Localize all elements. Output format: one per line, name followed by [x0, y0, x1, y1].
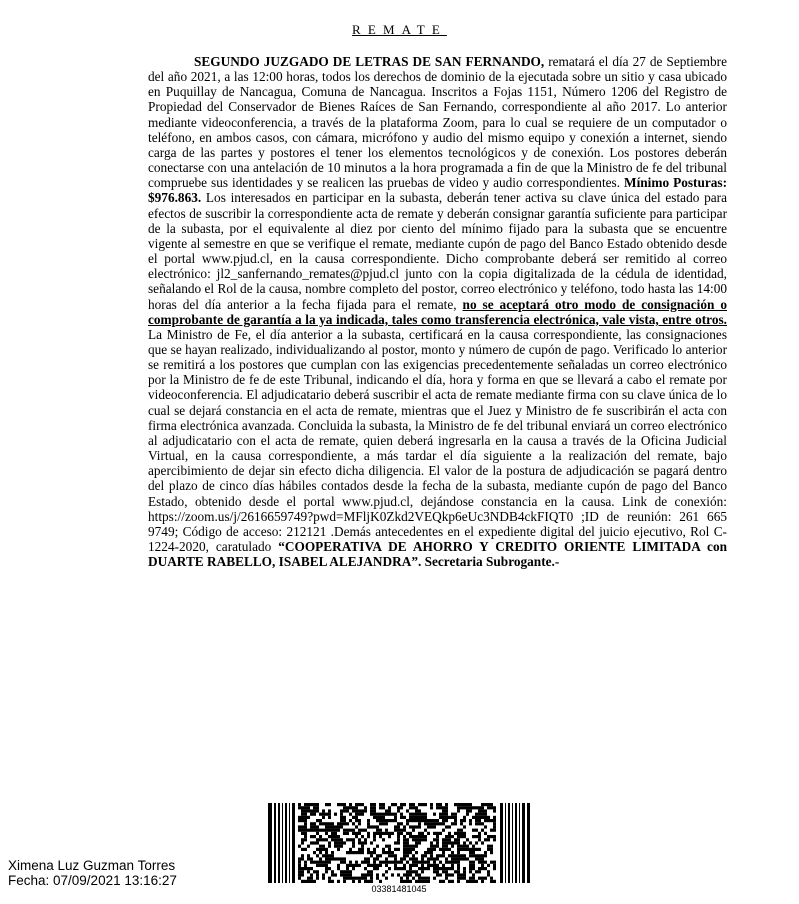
court-name: SEGUNDO JUZGADO DE LETRAS DE SAN FERNANDO,	[194, 54, 545, 69]
document-body	[148, 54, 727, 569]
barcode-number: 03381481045	[371, 884, 427, 894]
barcode-image	[268, 803, 530, 883]
document-title: REMATE	[352, 22, 447, 37]
minimum-bid: Mínimo Posturas: $976.863.	[148, 175, 727, 206]
paragraph-intro: rematará el día 27 de Septiembre del año 2021, a las 12:00 horas, todos los derechos de dominio de la ejecutada sobre un sitio y casa ubicado en Puquillay de Nancagua, Comuna de Nancagua. Inscritos a Fojas 1151, Número 1206 del Registro de Propiedad del Conservador de Bienes Raíces de San Fernando, correspondiente al año 2017. Lo anterior mediante videoconferencia, a través de la plataforma Zoom, para lo cual se requiere de un computador o teléfono, en ambos casos, con cámara, micrófono y audio del mismo equipo y conexión a internet, siendo carga de las partes y postores el tener los elementos tecnológicos y de conexión. Los postores deberán conectarse con una antelación de 10 minutos a la hora programada a fin de que la Ministro de fe del tribunal compruebe sus identidades y se realicen las pruebas de video y audio correspondientes.	[148, 54, 727, 191]
paragraph-guarantee: Los interesados en participar en la subasta, deberán tener activa su clave única del estado para efectos de suscribir la correspondiente acta de remate y deberán consignar garantía suficiente para participar de la subasta, por el equivalente al diez por ciento del mínimo fijado para la subasta que se encuentre vigente al semestre en que se verifique el remate, mediante cupón de pago del Banco Estado obtenido desde el portal www.pjud.cl, en la causa correspondiente. Dicho comprobante deberá ser remitido al correo electrónico: jl2_sanfernando_remates@pjud.cl junto con la copia digitalizada de la cédula de identidad, señalando el Rol de la causa, nombre completo del postor, correo electrónico y teléfono, todo hasta las 14:00 horas del día anterior a la fecha fijada para el remate,	[148, 190, 727, 312]
paragraph-procedure: La Ministro de Fe, el día anterior a la subasta, certificará en la causa correspondiente, las consignaciones que se hayan realizado, individualizando al postor, monto y número de cupón de pago. Verificado lo anterior se remitirá a los postores que cumplan con las exigencias precedentemente señaladas un correo electrónico por la Ministro de fe de este Tribunal, indicando el día, hora y forma en que se llevará a cabo el remate por videoconferencia. El adjudicatario deberá suscribir el acta de remate mediante firma con su clave única de lo cual se dejará constancia en el acta de remate, mientras que el Juez y Ministro de fe suscribirán el acta con firma electrónica avanzada. Concluida la subasta, la Ministro de fe del tribunal enviará un correo electrónico al adjudicatario con el acta de remate, quien deberá ingresarla en la causa a través de la Oficina Judicial Virtual, en la causa correspondiente, a más tardar el día siguiente a la realización del remate, bajo apercibimiento de dejar sin efecto dicha diligencia. El valor de la postura de adjudicación se pagará dentro del plazo de cinco días hábiles contados desde la fecha de la subasta, mediante cupón de pago del Banco Estado, obtenido desde el portal www.pjud.cl, dejándose constancia en la causa. Link de conexión: https://zoom.us/j/2616659749?pwd=MFljK0Zkd2VEQkp6eUc3NDB4ckFIQT0 ;ID de reunión: 261 665 9749; Código de acceso: 212121 .Demás antecedentes en el expediente digital del juicio ejecutivo, Rol C-1224-2020, caratulado	[148, 326, 727, 554]
signature-block	[8, 858, 177, 888]
signature-date: Fecha: 07/09/2021 13:16:27	[8, 873, 177, 888]
case-caption: “COOPERATIVA DE AHORRO Y CREDITO ORIENTE LIMITADA con DUARTE RABELLO, ISABEL ALEJANDRA”. Secretaria Subrogante.-	[148, 539, 727, 570]
signer-name: Ximena Luz Guzman Torres	[8, 858, 176, 873]
consignment-warning: no se aceptará otro modo de consignación o comprobante de garantía a la ya indicada, tales como transferencia electrónica, vale vista, entre otros.	[148, 296, 727, 327]
